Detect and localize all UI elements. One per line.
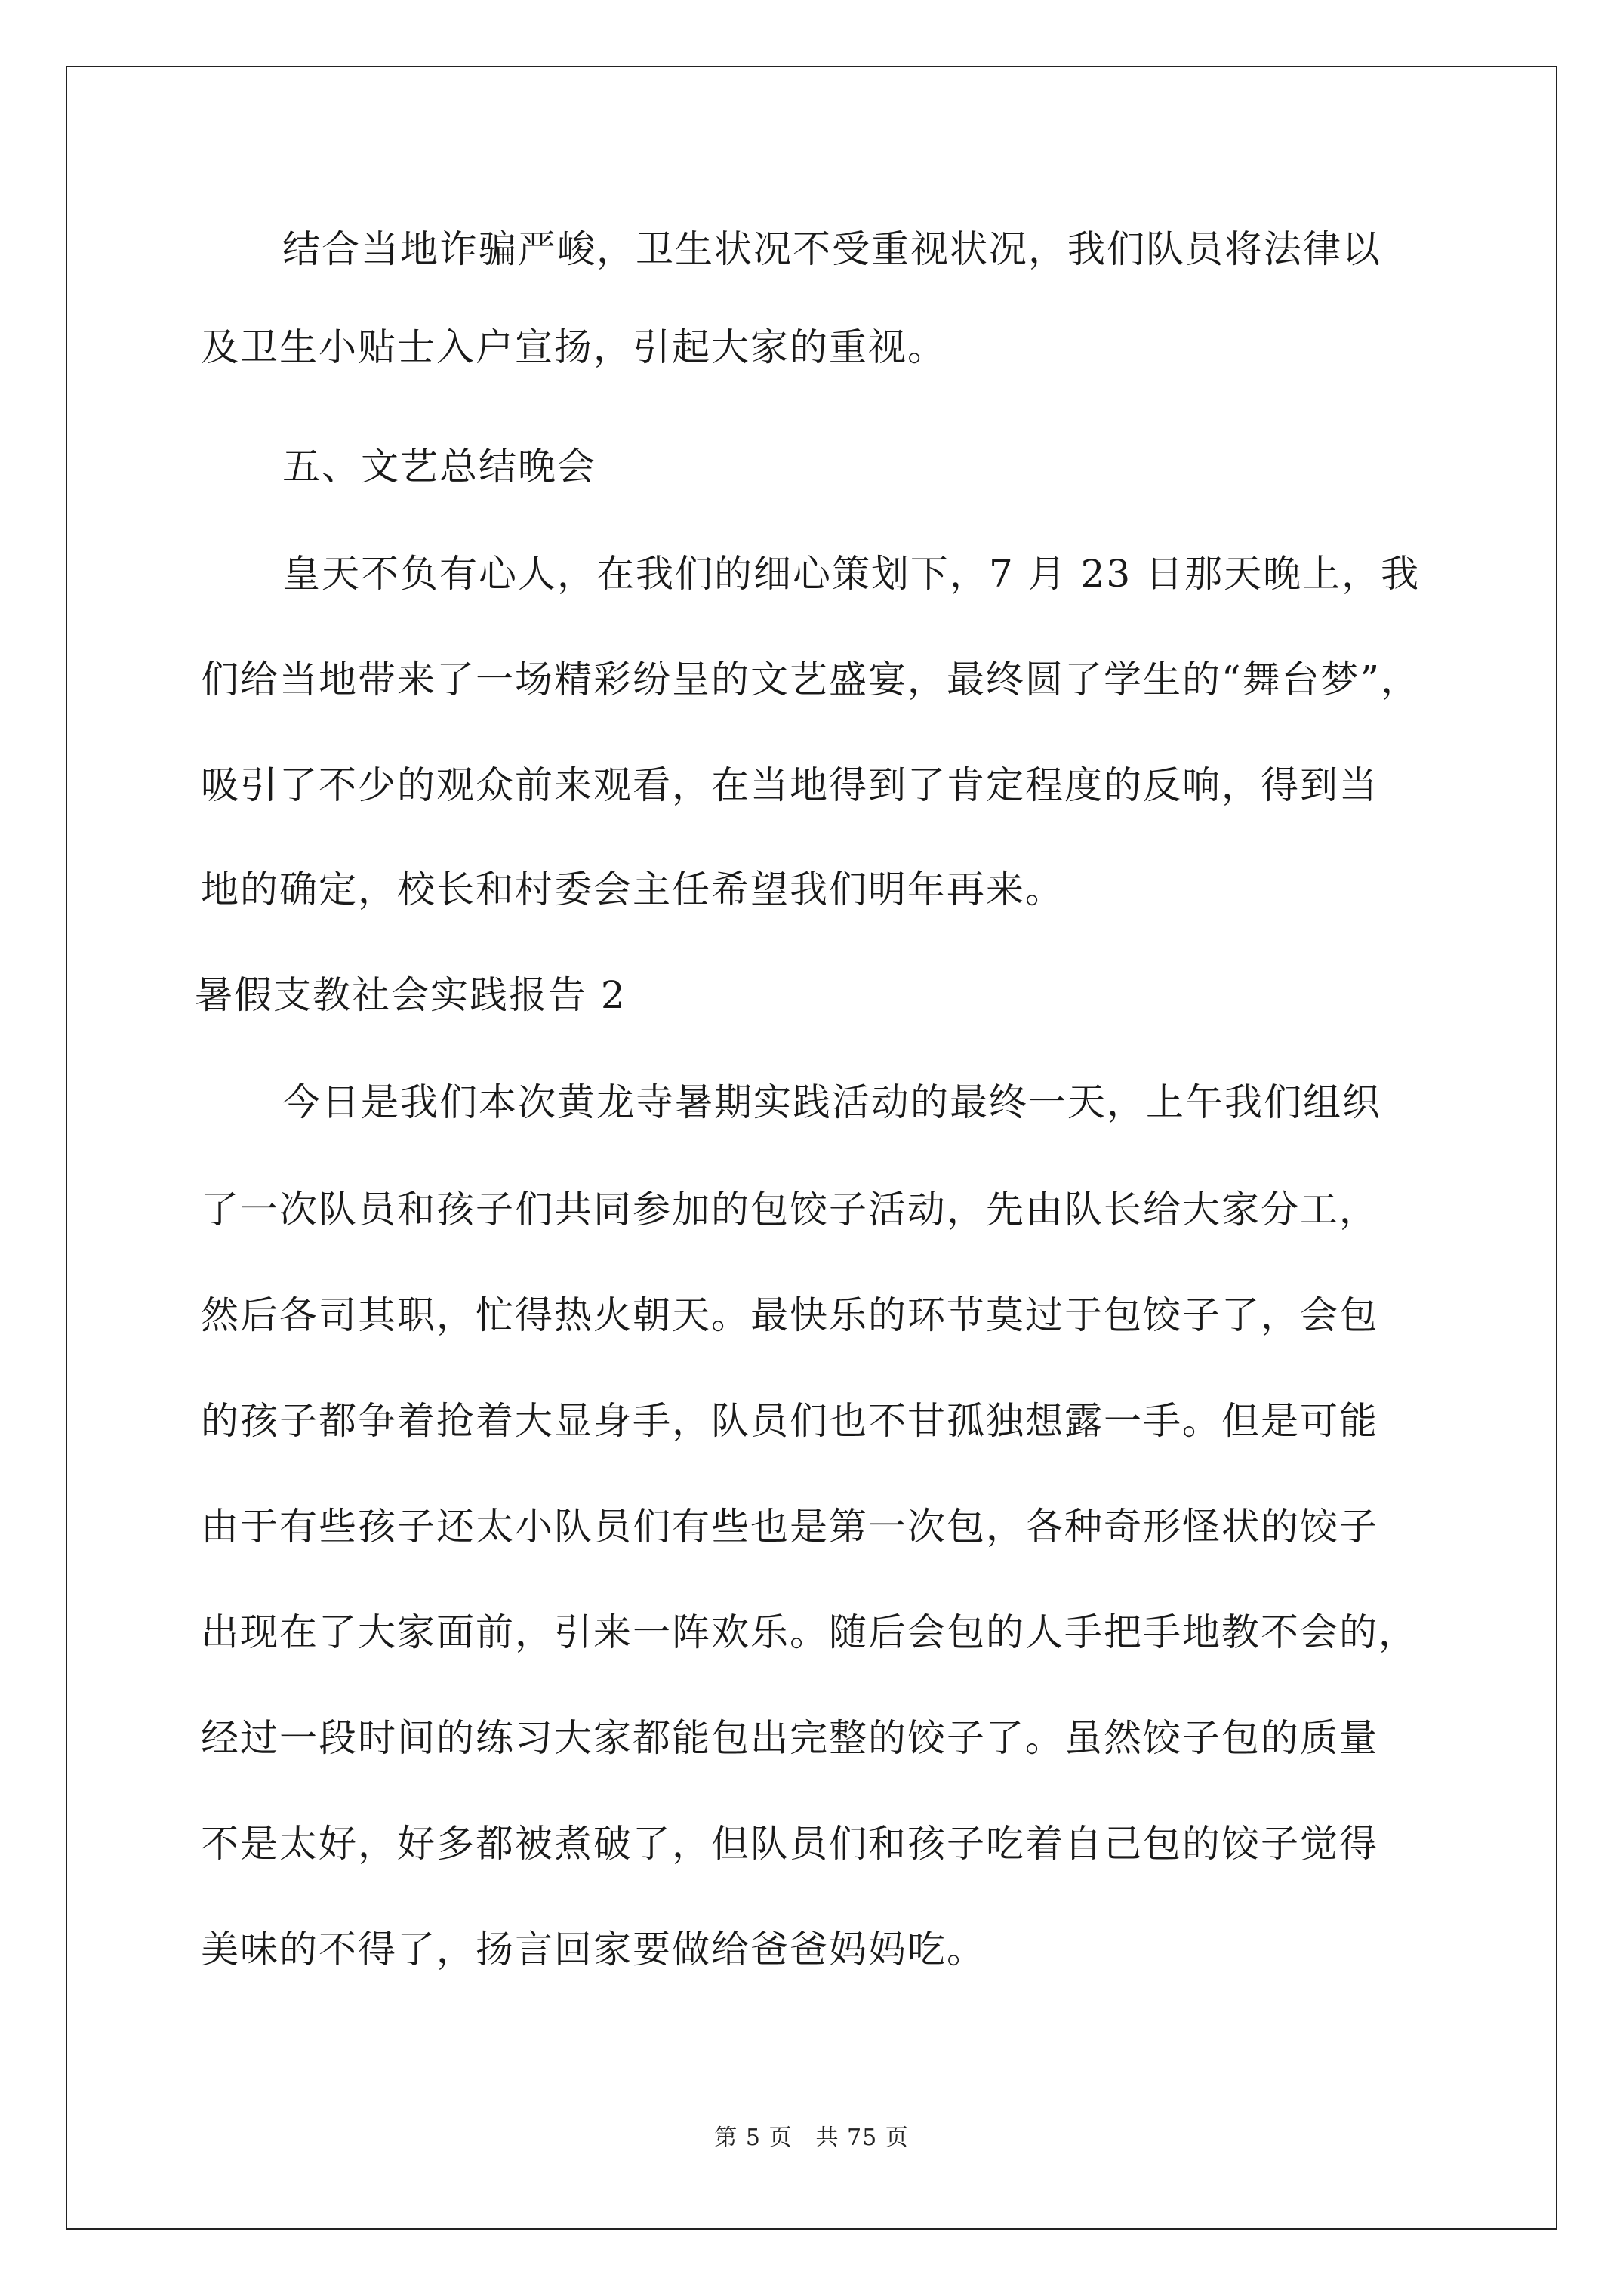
report-title: 暑假支教社会实践报告 2 (195, 973, 627, 1017)
paragraph-line: 及卫生小贴士入户宣扬，引起大家的重视。 (201, 325, 947, 369)
paragraph-line: 出现在了大家面前，引来一阵欢乐。随后会包的人手把手地教不会的， (201, 1610, 1418, 1654)
paragraph-line: 们给当地带来了一场精彩纷呈的文艺盛宴，最终圆了学生的“舞台梦”， (201, 658, 1421, 701)
paragraph-line: 的孩子都争着抢着大显身手，队员们也不甘孤独想露一手。但是可能 (201, 1399, 1378, 1443)
paragraph-line: 皇天不负有心人，在我们的细心策划下，7 月 23 日那天晚上，我 (282, 552, 1421, 596)
paragraph-line: 然后各司其职，忙得热火朝天。最快乐的环节莫过于包饺子了，会包 (201, 1293, 1378, 1337)
paragraph-line: 美味的不得了，扬言回家要做给爸爸妈妈吃。 (201, 1928, 986, 1971)
page-border (66, 66, 1557, 2230)
paragraph-line: 地的确定，校长和村委会主任希望我们明年再来。 (201, 868, 1064, 911)
paragraph-line: 吸引了不少的观众前来观看，在当地得到了肯定程度的反响，得到当 (201, 763, 1378, 807)
paragraph-line: 经过一段时间的练习大家都能包出完整的饺子了。虽然饺子包的质量 (201, 1716, 1378, 1760)
paragraph-line: 今日是我们本次黄龙寺暑期实践活动的最终一天，上午我们组织 (282, 1080, 1381, 1124)
paragraph-line: 结合当地诈骗严峻，卫生状况不受重视状况，我们队员将法律以 (282, 227, 1381, 271)
paragraph-line: 由于有些孩子还太小队员们有些也是第一次包，各种奇形怪状的饺子 (201, 1505, 1378, 1549)
page-footer: 第 5 页 共 75 页 (714, 2125, 909, 2151)
paragraph-line: 了一次队员和孩子们共同参加的包饺子活动，先由队长给大家分工， (201, 1188, 1378, 1231)
paragraph-line: 不是太好，好多都被煮破了，但队员们和孩子吃着自己包的饺子觉得 (201, 1822, 1378, 1866)
section-heading: 五、文艺总结晚会 (282, 445, 596, 488)
